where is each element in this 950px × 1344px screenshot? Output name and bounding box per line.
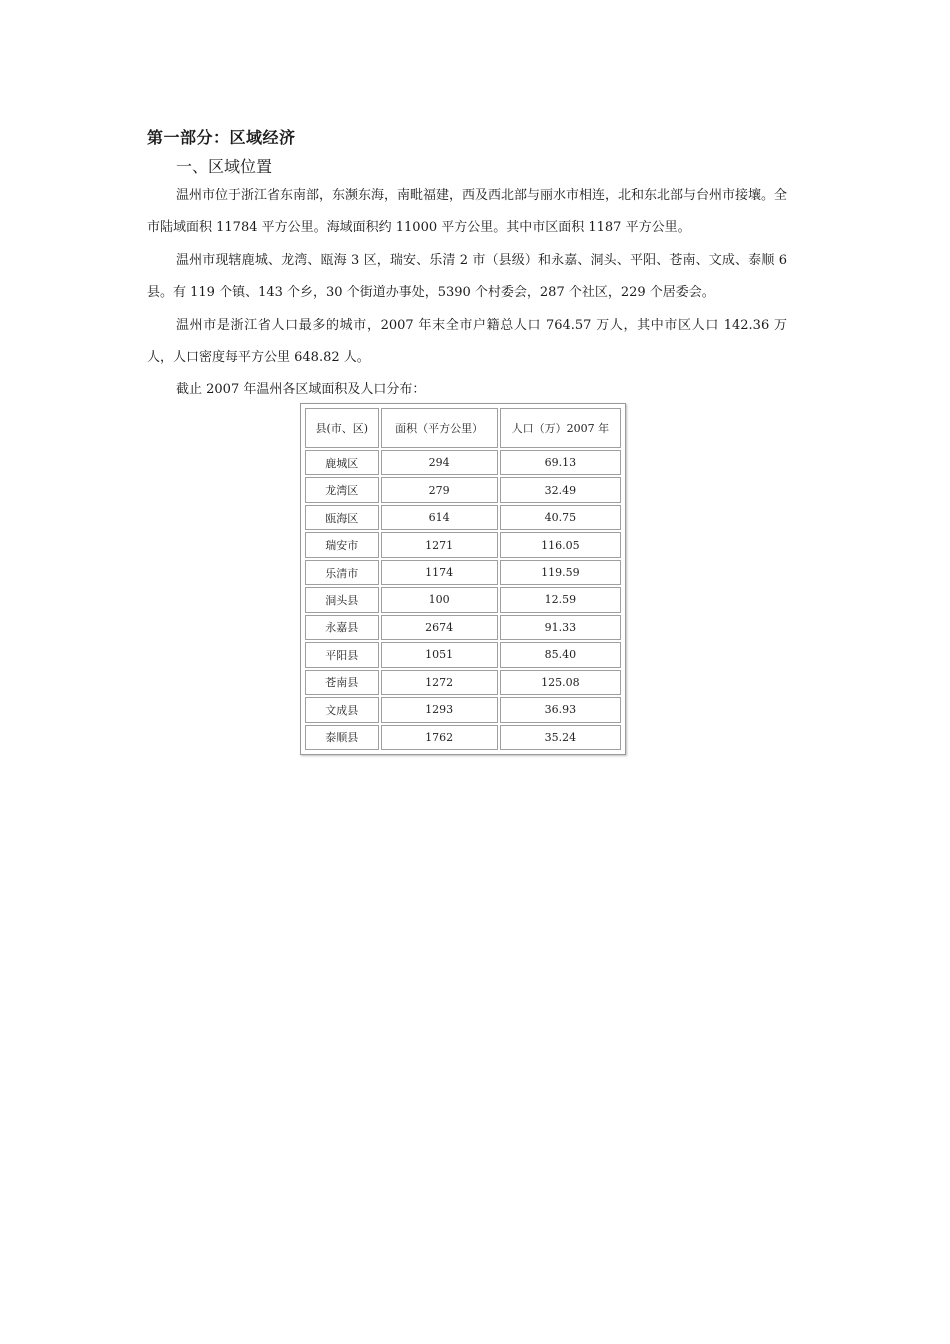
area-population-table [300,403,626,755]
cell-area: 2674 [381,615,498,640]
table-row [305,532,621,557]
cell-region: 瓯海区 [305,505,379,530]
table-row [305,450,621,475]
cell-population: 40.75 [500,505,621,530]
cell-population: 36.93 [500,697,621,722]
cell-region: 平阳县 [305,642,379,667]
table-caption: 截止 2007 年温州各区域面积及人口分布： [176,382,426,397]
table-row [305,642,621,667]
paragraph-location: 温州市位于浙江省东南部，东濒东海，南毗福建，西及西北部与丽水市相连，北和东北部与台州市接壤。全市陆域面积 11784 平方公里。海域面积约 11000 平方公里。其中市区面积 1187 平方公里。 [147,188,788,235]
cell-region: 泰顺县 [305,725,379,750]
column-header-region: 县(市、区) [305,408,379,448]
section-title: 一、区域位置 [176,157,273,176]
table-header-row [305,408,621,448]
cell-area: 1174 [381,560,498,585]
table-row [305,615,621,640]
cell-region: 乐清市 [305,560,379,585]
paragraph-administration: 温州市现辖鹿城、龙湾、瓯海 3 区，瑞安、乐清 2 市（县级）和永嘉、洞头、平阳、苍南、文成、泰顺 6 县。有 119 个镇、143 个乡，30 个街道办事处，5390 个村委会，287 个社区，229 个居委会。 [147,253,787,300]
cell-region: 洞头县 [305,587,379,612]
cell-area: 279 [381,477,498,502]
table-row [305,587,621,612]
cell-population: 69.13 [500,450,621,475]
cell-area: 1293 [381,697,498,722]
table-row [305,477,621,502]
cell-region: 永嘉县 [305,615,379,640]
cell-region: 鹿城区 [305,450,379,475]
table-row [305,560,621,585]
table-row [305,670,621,695]
data-table [303,406,623,752]
cell-region: 苍南县 [305,670,379,695]
cell-area: 100 [381,587,498,612]
cell-population: 116.05 [500,532,621,557]
cell-population: 91.33 [500,615,621,640]
cell-population: 35.24 [500,725,621,750]
cell-area: 1762 [381,725,498,750]
table-row [305,725,621,750]
table-row [305,697,621,722]
part-title: 第一部分：区域经济 [147,128,296,147]
cell-area: 614 [381,505,498,530]
cell-population: 12.59 [500,587,621,612]
cell-region: 龙湾区 [305,477,379,502]
cell-region: 瑞安市 [305,532,379,557]
column-header-area: 面积（平方公里） [381,408,498,448]
column-header-population: 人口（万）2007 年 [500,408,621,448]
cell-area: 1272 [381,670,498,695]
cell-area: 294 [381,450,498,475]
cell-region: 文成县 [305,697,379,722]
cell-population: 85.40 [500,642,621,667]
cell-area: 1271 [381,532,498,557]
cell-population: 32.49 [500,477,621,502]
table-row [305,505,621,530]
cell-area: 1051 [381,642,498,667]
cell-population: 125.08 [500,670,621,695]
cell-population: 119.59 [500,560,621,585]
paragraph-population: 温州市是浙江省人口最多的城市，2007 年末全市户籍总人口 764.57 万人，其中市区人口 142.36 万人，人口密度每平方公里 648.82 人。 [147,318,787,365]
